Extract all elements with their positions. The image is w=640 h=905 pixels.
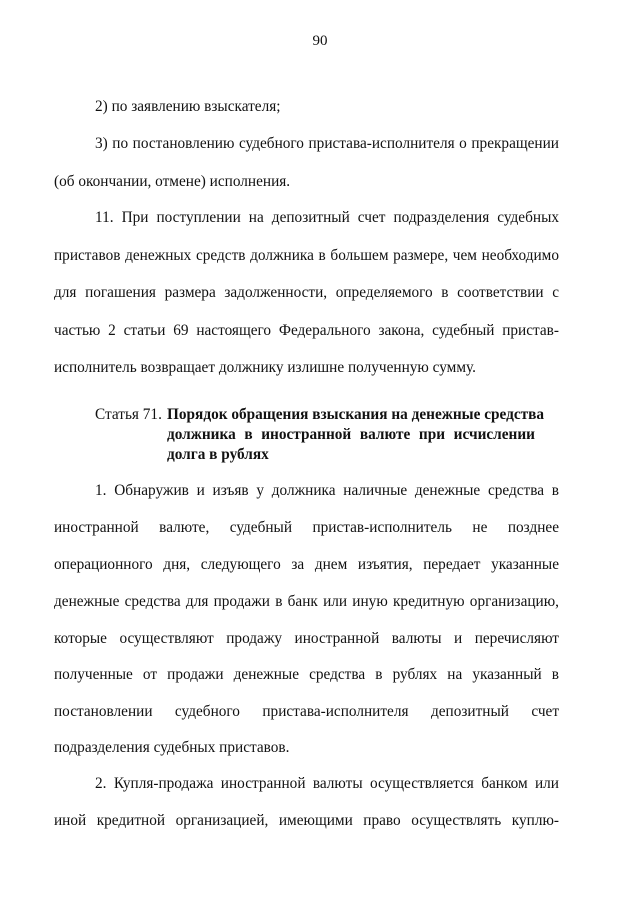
paragraph-11-line-3: для погашения размера задолженности, определяемого в соответствии с bbox=[54, 284, 559, 301]
article-title-line-1: Порядок обращения взыскания на денежные средства bbox=[167, 406, 545, 423]
paragraph-11-line-4: частью 2 статьи 69 настоящего Федерального закона, судебный пристав- bbox=[54, 322, 559, 339]
article-p1-line-4: денежные средства для продажи в банк или иную кредитную организацию, bbox=[54, 593, 559, 610]
paragraph-11-line-1: 11. При поступлении на депозитный счет подразделения судебных bbox=[95, 209, 559, 226]
article-p1-line-6: полученные от продажи денежные средства в рублях на указанный в bbox=[54, 666, 559, 683]
article-p1-line-3: операционного дня, следующего за днем изъятия, передает указанные bbox=[54, 556, 559, 573]
article-p1-line-5: которые осуществляют продажу иностранной валюты и перечисляют bbox=[54, 630, 559, 647]
article-title-line-2: должника в иностранной валюте при исчислении bbox=[167, 426, 535, 443]
article-label: Статья 71. bbox=[95, 406, 162, 423]
article-p2-line-2: иной кредитной организацией, имеющими право осуществлять куплю- bbox=[54, 812, 559, 829]
article-p1-line-8: подразделения судебных приставов. bbox=[54, 739, 290, 756]
list-item-2: 2) по заявлению взыскателя; bbox=[95, 98, 281, 115]
article-p2-line-1: 2. Купля-продажа иностранной валюты осуществляется банком или bbox=[95, 775, 559, 792]
page-number: 90 bbox=[312, 33, 328, 49]
paragraph-11-line-5: исполнитель возвращает должнику излишне полученную сумму. bbox=[54, 359, 476, 376]
paragraph-11-line-2: приставов денежных средств должника в большем размере, чем необходимо bbox=[54, 247, 559, 264]
article-p1-line-2: иностранной валюте, судебный пристав-исполнитель не позднее bbox=[54, 519, 559, 536]
article-p1-line-7: постановлении судебного пристава-исполнителя депозитный счет bbox=[54, 703, 559, 720]
article-title-line-3: долга в рублях bbox=[167, 446, 269, 463]
list-item-3-line-1: 3) по постановлению судебного пристава-исполнителя о прекращении bbox=[95, 135, 559, 152]
article-p1-line-1: 1. Обнаружив и изъяв у должника наличные денежные средства в bbox=[95, 482, 559, 499]
list-item-3-line-2: (об окончании, отмене) исполнения. bbox=[54, 173, 291, 190]
